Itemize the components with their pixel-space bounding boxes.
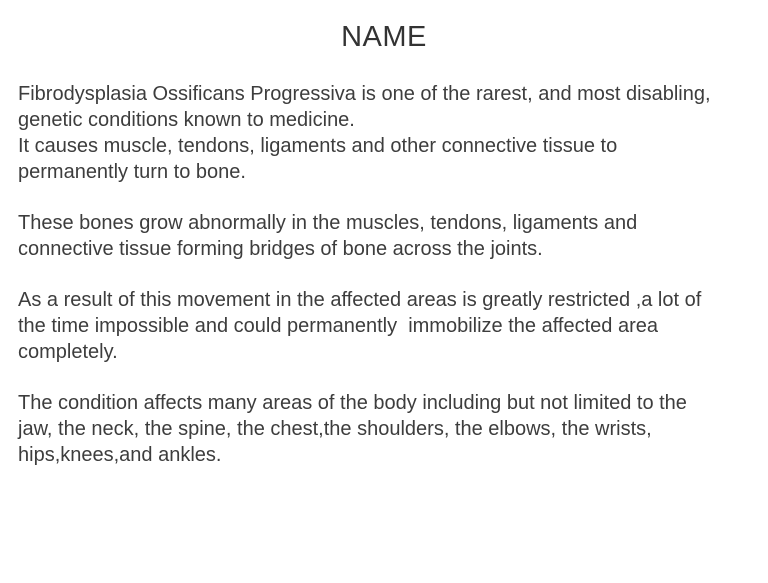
text-line: As a result of this movement in the affected areas is greatly restricted ,a lot of	[18, 288, 702, 311]
paragraph	[18, 81, 748, 185]
paragraph	[18, 210, 748, 262]
text-line: It causes muscle, tendons, ligaments and other connective tissue to	[18, 134, 618, 157]
paragraph	[18, 287, 748, 365]
text-line: genetic conditions known to medicine.	[18, 108, 355, 131]
text-line: hips,knees,and ankles.	[18, 443, 222, 466]
text-line: Fibrodysplasia Ossificans Progressiva is one of the rarest, and most disabling,	[18, 82, 711, 105]
paragraph	[18, 390, 748, 468]
text-line: connective tissue forming bridges of bone across the joints.	[18, 237, 543, 260]
text-line: The condition affects many areas of the body including but not limited to the	[18, 391, 687, 414]
text-line: the time impossible and could permanently immobilize the affected area	[18, 314, 658, 337]
text-line: permanently turn to bone.	[18, 160, 246, 183]
page-title: NAME	[341, 21, 427, 53]
body-text	[18, 81, 748, 468]
text-line: These bones grow abnormally in the muscles, tendons, ligaments and	[18, 211, 638, 234]
text-line: completely.	[18, 340, 118, 363]
text-line: jaw, the neck, the spine, the chest,the shoulders, the elbows, the wrists,	[18, 417, 652, 440]
slide	[0, 22, 768, 583]
